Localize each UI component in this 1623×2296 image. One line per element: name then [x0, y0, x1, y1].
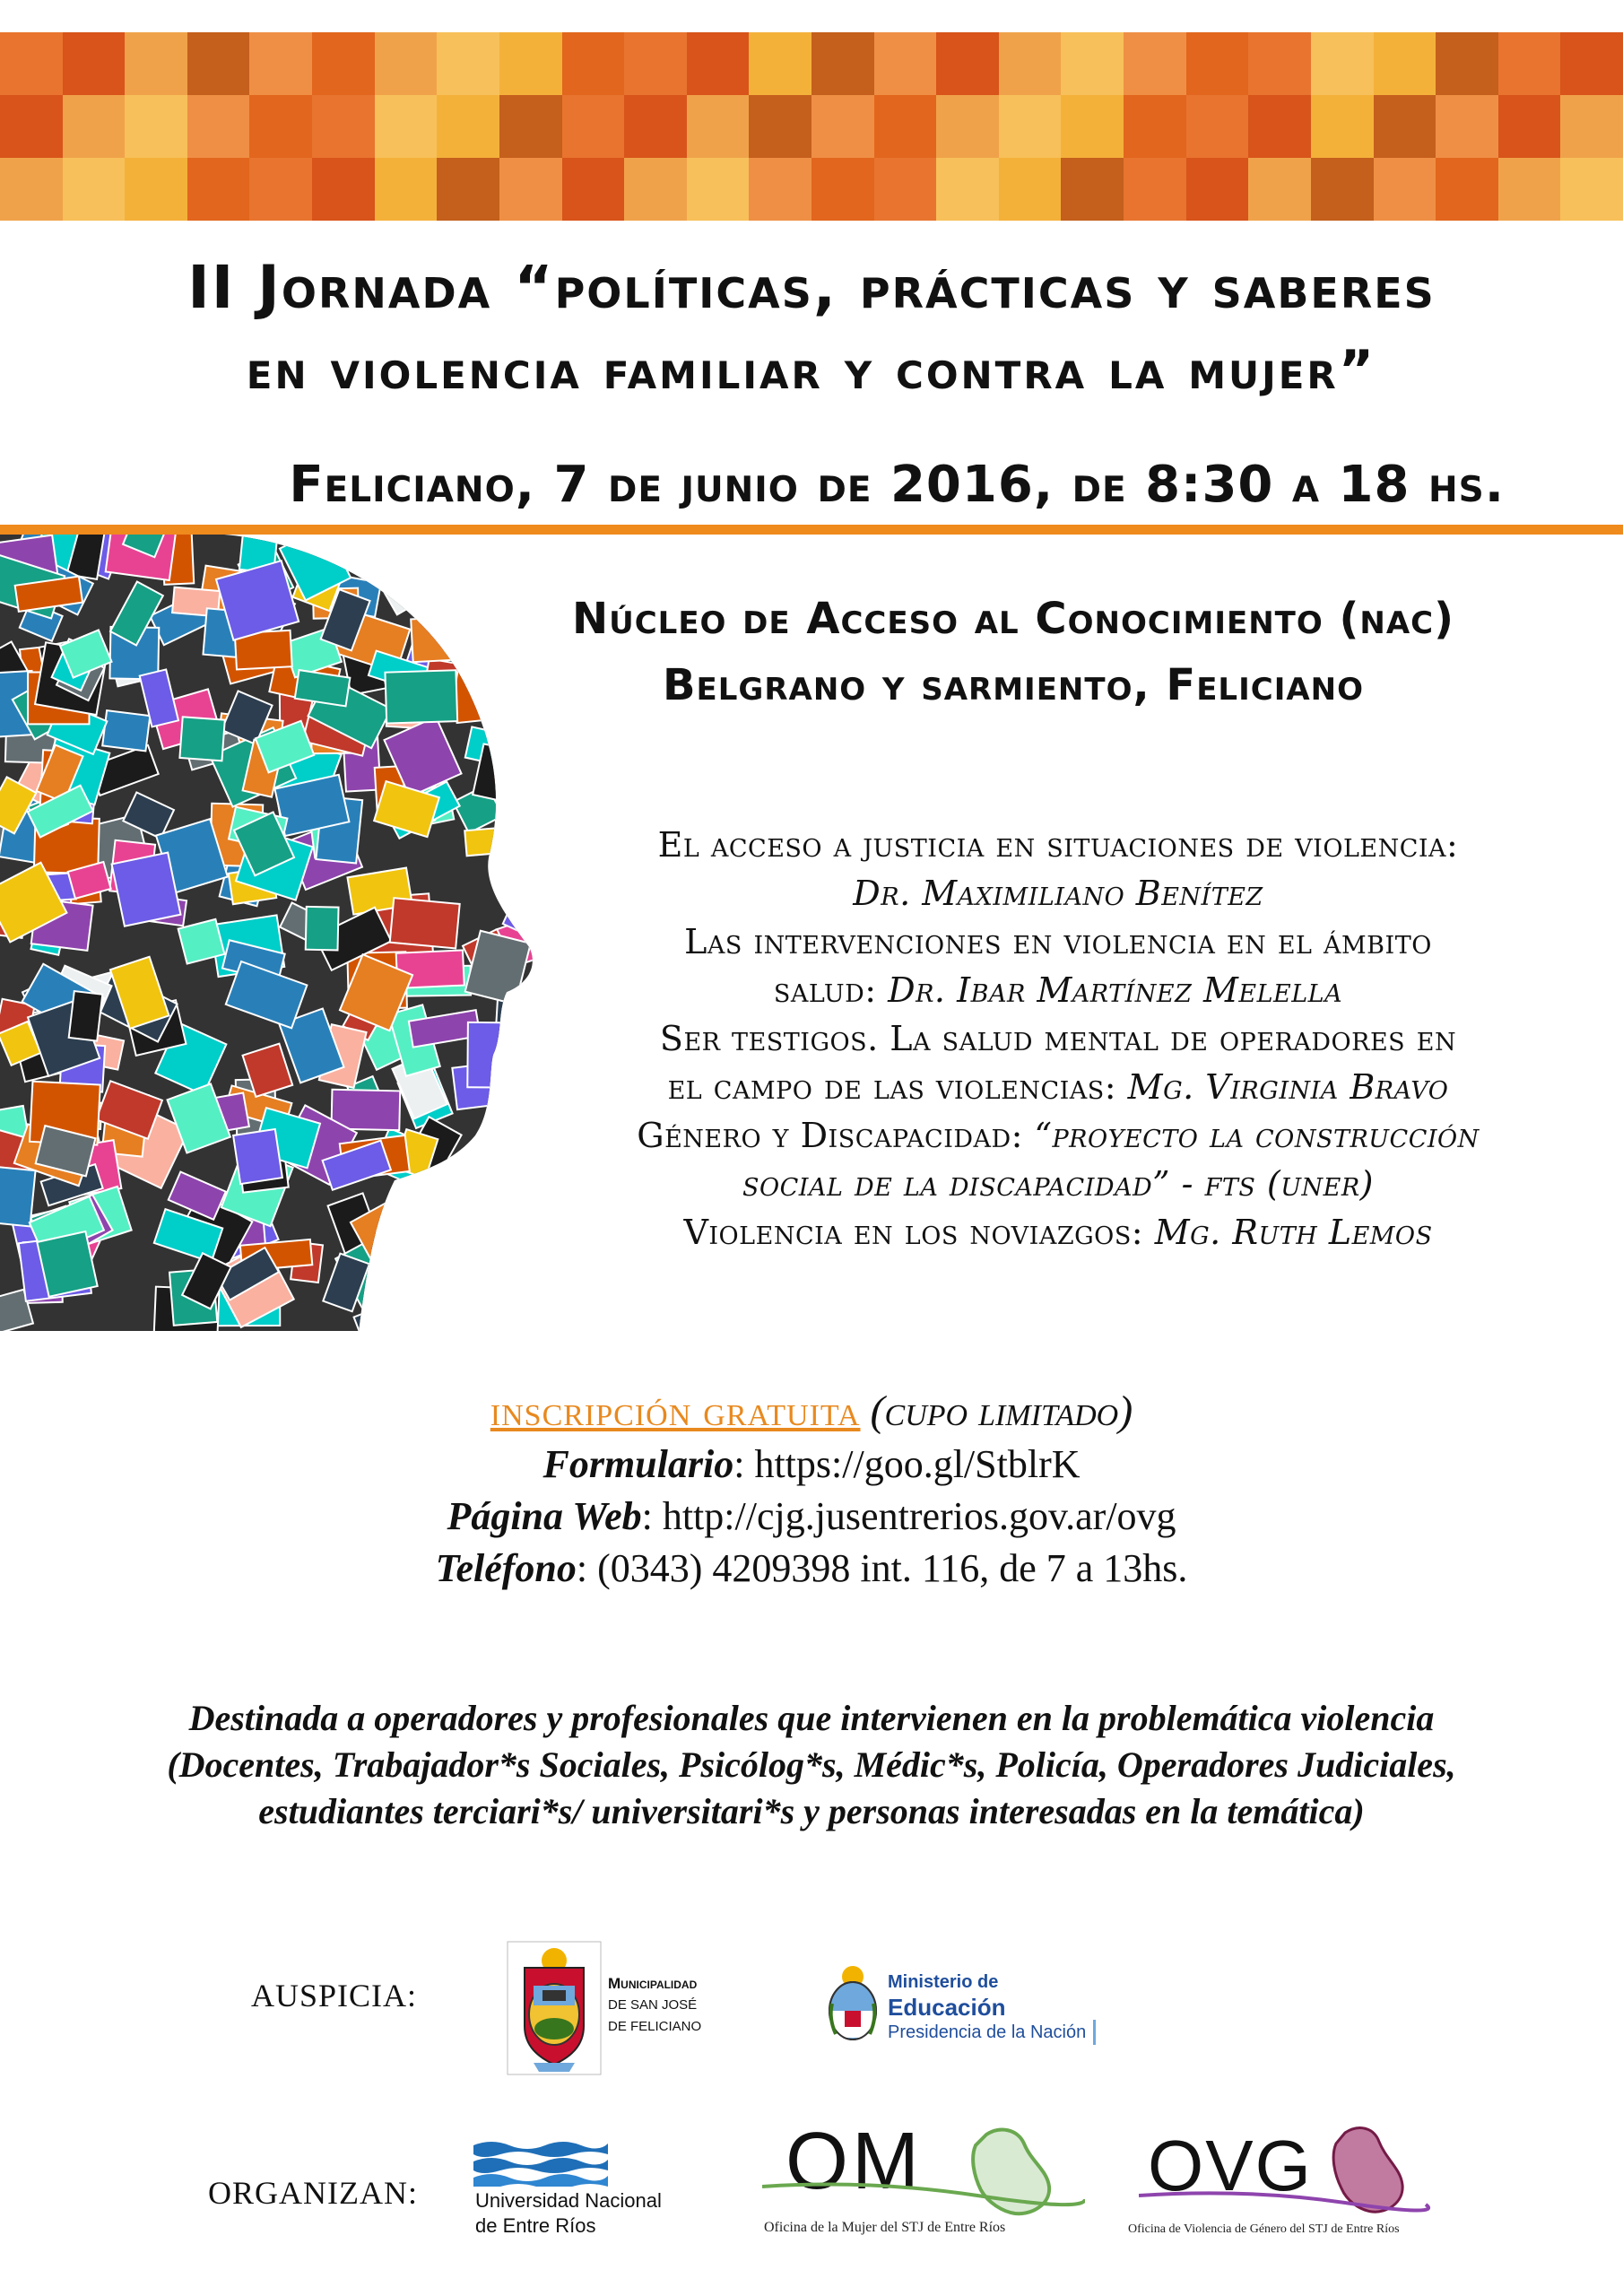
mosaic-tile: [437, 95, 499, 158]
collage-tile: [447, 1253, 508, 1326]
municipality-name: Municipalidad DE SAN JOSÉ DE FELICIANO: [608, 1975, 702, 2034]
collage-tile: [480, 1289, 527, 1326]
event-date: Feliciano, 7 de junio de 2016, de 8:30 a 18 hs.: [289, 456, 1505, 514]
mosaic-tile: [312, 32, 375, 95]
mosaic-tile: [499, 32, 562, 95]
collage-head-image: [0, 535, 538, 1331]
mosaic-tile: [1436, 158, 1498, 221]
mosaic-tile: [562, 95, 625, 158]
mosaic-tile: [749, 32, 812, 95]
mosaic-tile: [249, 158, 312, 221]
national-coat-of-arms-icon: [825, 1964, 881, 2045]
mosaic-tile: [749, 95, 812, 158]
mosaic-tile: [874, 95, 937, 158]
mosaic-tile: [437, 32, 499, 95]
mosaic-tile: [1311, 32, 1374, 95]
collage-tile: [467, 1022, 528, 1088]
collage-tile: [112, 853, 181, 926]
collage-tile: [306, 907, 339, 951]
mosaic-tile: [624, 32, 687, 95]
mosaic-tile: [1186, 158, 1249, 221]
mosaic-tile: [1124, 95, 1186, 158]
collage-tile: [179, 717, 224, 761]
mosaic-tile: [312, 95, 375, 158]
collage-tile: [499, 1183, 538, 1248]
web-url-row: Página Web: http://cjg.jusentrerios.gov.ar/ovg: [447, 1494, 1176, 1538]
mosaic-tile: [312, 158, 375, 221]
limited-seats-note: (cupo limitado): [870, 1387, 1133, 1435]
mosaic-tile: [375, 158, 438, 221]
talk-line: Género y Discapacidad: “proyecto la construcción: [637, 1116, 1480, 1155]
talk-line: Dr. Maximiliano Benítez: [853, 874, 1263, 913]
mosaic-tile: [562, 158, 625, 221]
talk-line: social de la discapacidad” - fts (uner): [742, 1164, 1374, 1204]
entre-rios-map-ovg-icon: [1139, 2117, 1462, 2224]
om-logo-mark: OM: [785, 2117, 923, 2206]
mosaic-tile: [187, 32, 250, 95]
mosaic-tile: [1248, 95, 1311, 158]
collage-tile: [69, 991, 103, 1041]
om-caption: Oficina de la Mujer del STJ de Entre Ríos: [764, 2220, 1006, 2235]
collage-tile: [233, 1129, 282, 1184]
venue-name: Núcleo de Acceso al Conocimiento (nac): [571, 594, 1455, 644]
mosaic-tile: [0, 158, 63, 221]
registration-heading: [0, 1386, 1623, 1439]
phone-row: Teléfono: (0343) 4209398 int. 116, de 7 a 13hs.: [435, 1546, 1188, 1590]
mosaic-tile: [125, 95, 187, 158]
collage-tile: [495, 999, 538, 1040]
collage-tile: [503, 870, 538, 935]
mosaic-tile: [874, 32, 937, 95]
mosaic-tile: [125, 32, 187, 95]
collage-tiles: [0, 535, 538, 1331]
mosaic-tile: [437, 158, 499, 221]
mosaic-tile: [187, 95, 250, 158]
mosaic-tile: [1124, 158, 1186, 221]
mosaic-tile: [562, 32, 625, 95]
mosaic-tile: [624, 95, 687, 158]
collage-tile: [404, 1291, 477, 1331]
collage-tile: [466, 1146, 510, 1198]
mosaic-tile: [999, 95, 1062, 158]
mosaic-tile: [1436, 95, 1498, 158]
collage-tile: [390, 898, 460, 948]
talk-line: Ser testigos. La salud mental de operadores en: [659, 1019, 1457, 1058]
organizers-label: ORGANIZAN:: [208, 2175, 418, 2211]
ovg-logo-mark: OVG: [1148, 2126, 1313, 2205]
mosaic-tile: [375, 32, 438, 95]
mosaic-tile: [936, 32, 999, 95]
form-url[interactable]: : https://goo.gl/StblrK: [733, 1442, 1081, 1486]
mosaic-tile: [0, 32, 63, 95]
mosaic-tile: [375, 95, 438, 158]
mosaic-tile: [1374, 95, 1436, 158]
form-url-row: Formulario: https://goo.gl/StblrK: [542, 1442, 1081, 1486]
mosaic-tile: [249, 32, 312, 95]
sponsor-label: AUSPICIA:: [251, 1978, 418, 2013]
collage-tile: [380, 1239, 431, 1302]
mosaic-tile: [1498, 95, 1561, 158]
talk-line: Las intervenciones en violencia en el ámbito: [684, 922, 1432, 961]
mosaic-tile: [999, 32, 1062, 95]
collage-tile: [435, 535, 479, 594]
talk-line: salud: Dr. Ibar Martínez Melella: [773, 970, 1343, 1010]
collage-tile: [398, 1236, 438, 1298]
ministry-name: Ministerio de Educación Presidencia de la Nación: [888, 1970, 1096, 2047]
ovg-caption: Oficina de Violencia de Género del STJ de Entre Ríos: [1128, 2222, 1400, 2236]
collage-tile: [394, 1227, 454, 1299]
mosaic-tile: [63, 95, 126, 158]
collage-tile: [490, 770, 538, 818]
mosaic-tile: [1560, 32, 1623, 95]
header-mosaic-band: [0, 32, 1623, 221]
mosaic-tile: [1311, 158, 1374, 221]
audience-description: Destinada a operadores y profesionales que intervienen en la problemática violencia (Docentes, Trabajador*s Sociales, Psicólog*s, Médic*s, Policía, Operadores Judiciales, estudiantes terciari*s/ universitari*s y personas interesadas en la temática): [167, 1698, 1456, 1831]
mosaic-tile: [1248, 158, 1311, 221]
mosaic-tile: [749, 158, 812, 221]
collage-tile: [37, 1231, 97, 1297]
mosaic-tile: [249, 95, 312, 158]
mosaic-tile: [874, 158, 937, 221]
mosaic-tile: [624, 158, 687, 221]
talk-line: el campo de las violencias: Mg. Virginia Bravo: [667, 1067, 1449, 1107]
mosaic-tile: [0, 95, 63, 158]
collage-tile: [443, 1158, 482, 1196]
uner-waves-icon: [473, 2138, 608, 2187]
mosaic-tile: [812, 95, 874, 158]
mosaic-tile: [499, 158, 562, 221]
collage-tile: [496, 795, 538, 858]
mosaic-tile: [999, 158, 1062, 221]
mosaic-tile: [687, 95, 750, 158]
orange-divider: [0, 525, 1623, 535]
mosaic-tile: [936, 158, 999, 221]
mosaic-tile: [812, 158, 874, 221]
mosaic-tile: [1186, 32, 1249, 95]
mosaic-tile: [1124, 32, 1186, 95]
collage-tile: [473, 1266, 516, 1327]
mosaic-tile: [63, 158, 126, 221]
talk-line: Violencia en los noviazgos: Mg. Ruth Lemos: [683, 1213, 1433, 1252]
collage-tile: [503, 1249, 538, 1310]
mosaic-tile: [1560, 95, 1623, 158]
mosaic-tile: [1311, 95, 1374, 158]
venue-address: Belgrano y sarmiento, Feliciano: [662, 660, 1365, 710]
mosaic-tile: [125, 158, 187, 221]
mosaic-tile: [63, 32, 126, 95]
event-title-line2: en violencia familiar y contra la mujer”: [246, 339, 1377, 402]
collage-tile: [354, 1299, 412, 1331]
web-url[interactable]: : http://cjg.jusentrerios.gov.ar/ovg: [641, 1494, 1176, 1538]
collage-tile: [102, 710, 150, 751]
collage-tile: [499, 1022, 538, 1085]
mosaic-tile: [1498, 32, 1561, 95]
collage-tile: [489, 1090, 538, 1169]
mosaic-tile: [187, 158, 250, 221]
mosaic-tile: [1186, 95, 1249, 158]
collage-tile: [385, 670, 457, 723]
free-registration-link[interactable]: inscripción gratuita: [490, 1387, 861, 1435]
collage-tile: [470, 1151, 538, 1209]
event-title-line1: II Jornada “políticas, prácticas y saberes: [187, 253, 1436, 322]
mosaic-tile: [687, 32, 750, 95]
mosaic-tile: [1498, 158, 1561, 221]
mosaic-tile: [1061, 95, 1124, 158]
mosaic-tile: [1061, 158, 1124, 221]
collage-tile: [499, 1227, 538, 1265]
mosaic-tile: [812, 32, 874, 95]
collage-tile: [427, 1269, 478, 1320]
collage-tile: [497, 535, 538, 592]
mosaic-tile: [1560, 158, 1623, 221]
mosaic-tile: [1374, 32, 1436, 95]
uner-name: Universidad Nacional de Entre Ríos: [475, 2189, 662, 2237]
mosaic-tile: [1436, 32, 1498, 95]
talk-line: El acceso a justicia en situaciones de violencia:: [657, 825, 1459, 865]
mosaic-tile: [499, 95, 562, 158]
talks-list: [610, 821, 1506, 1257]
collage-tile: [0, 1167, 36, 1227]
collage-tile: [400, 562, 440, 605]
mosaic-tile: [687, 158, 750, 221]
mosaic-tile: [1061, 32, 1124, 95]
municipality-crest-icon: [507, 1941, 602, 2075]
registration-block: [0, 1386, 1623, 1595]
collage-tile: [411, 617, 456, 662]
collage-tile: [482, 1147, 538, 1195]
mosaic-tile: [1248, 32, 1311, 95]
mosaic-tile: [1374, 158, 1436, 221]
entre-rios-map-om-icon: [762, 2117, 1085, 2224]
collage-tile: [485, 535, 536, 561]
collage-tile: [436, 1213, 499, 1263]
mosaic-tile: [936, 95, 999, 158]
phone-number: : (0343) 4209398 int. 116, de 7 a 13hs.: [576, 1546, 1188, 1590]
collage-tile: [464, 825, 535, 856]
collage-tile: [340, 535, 410, 570]
